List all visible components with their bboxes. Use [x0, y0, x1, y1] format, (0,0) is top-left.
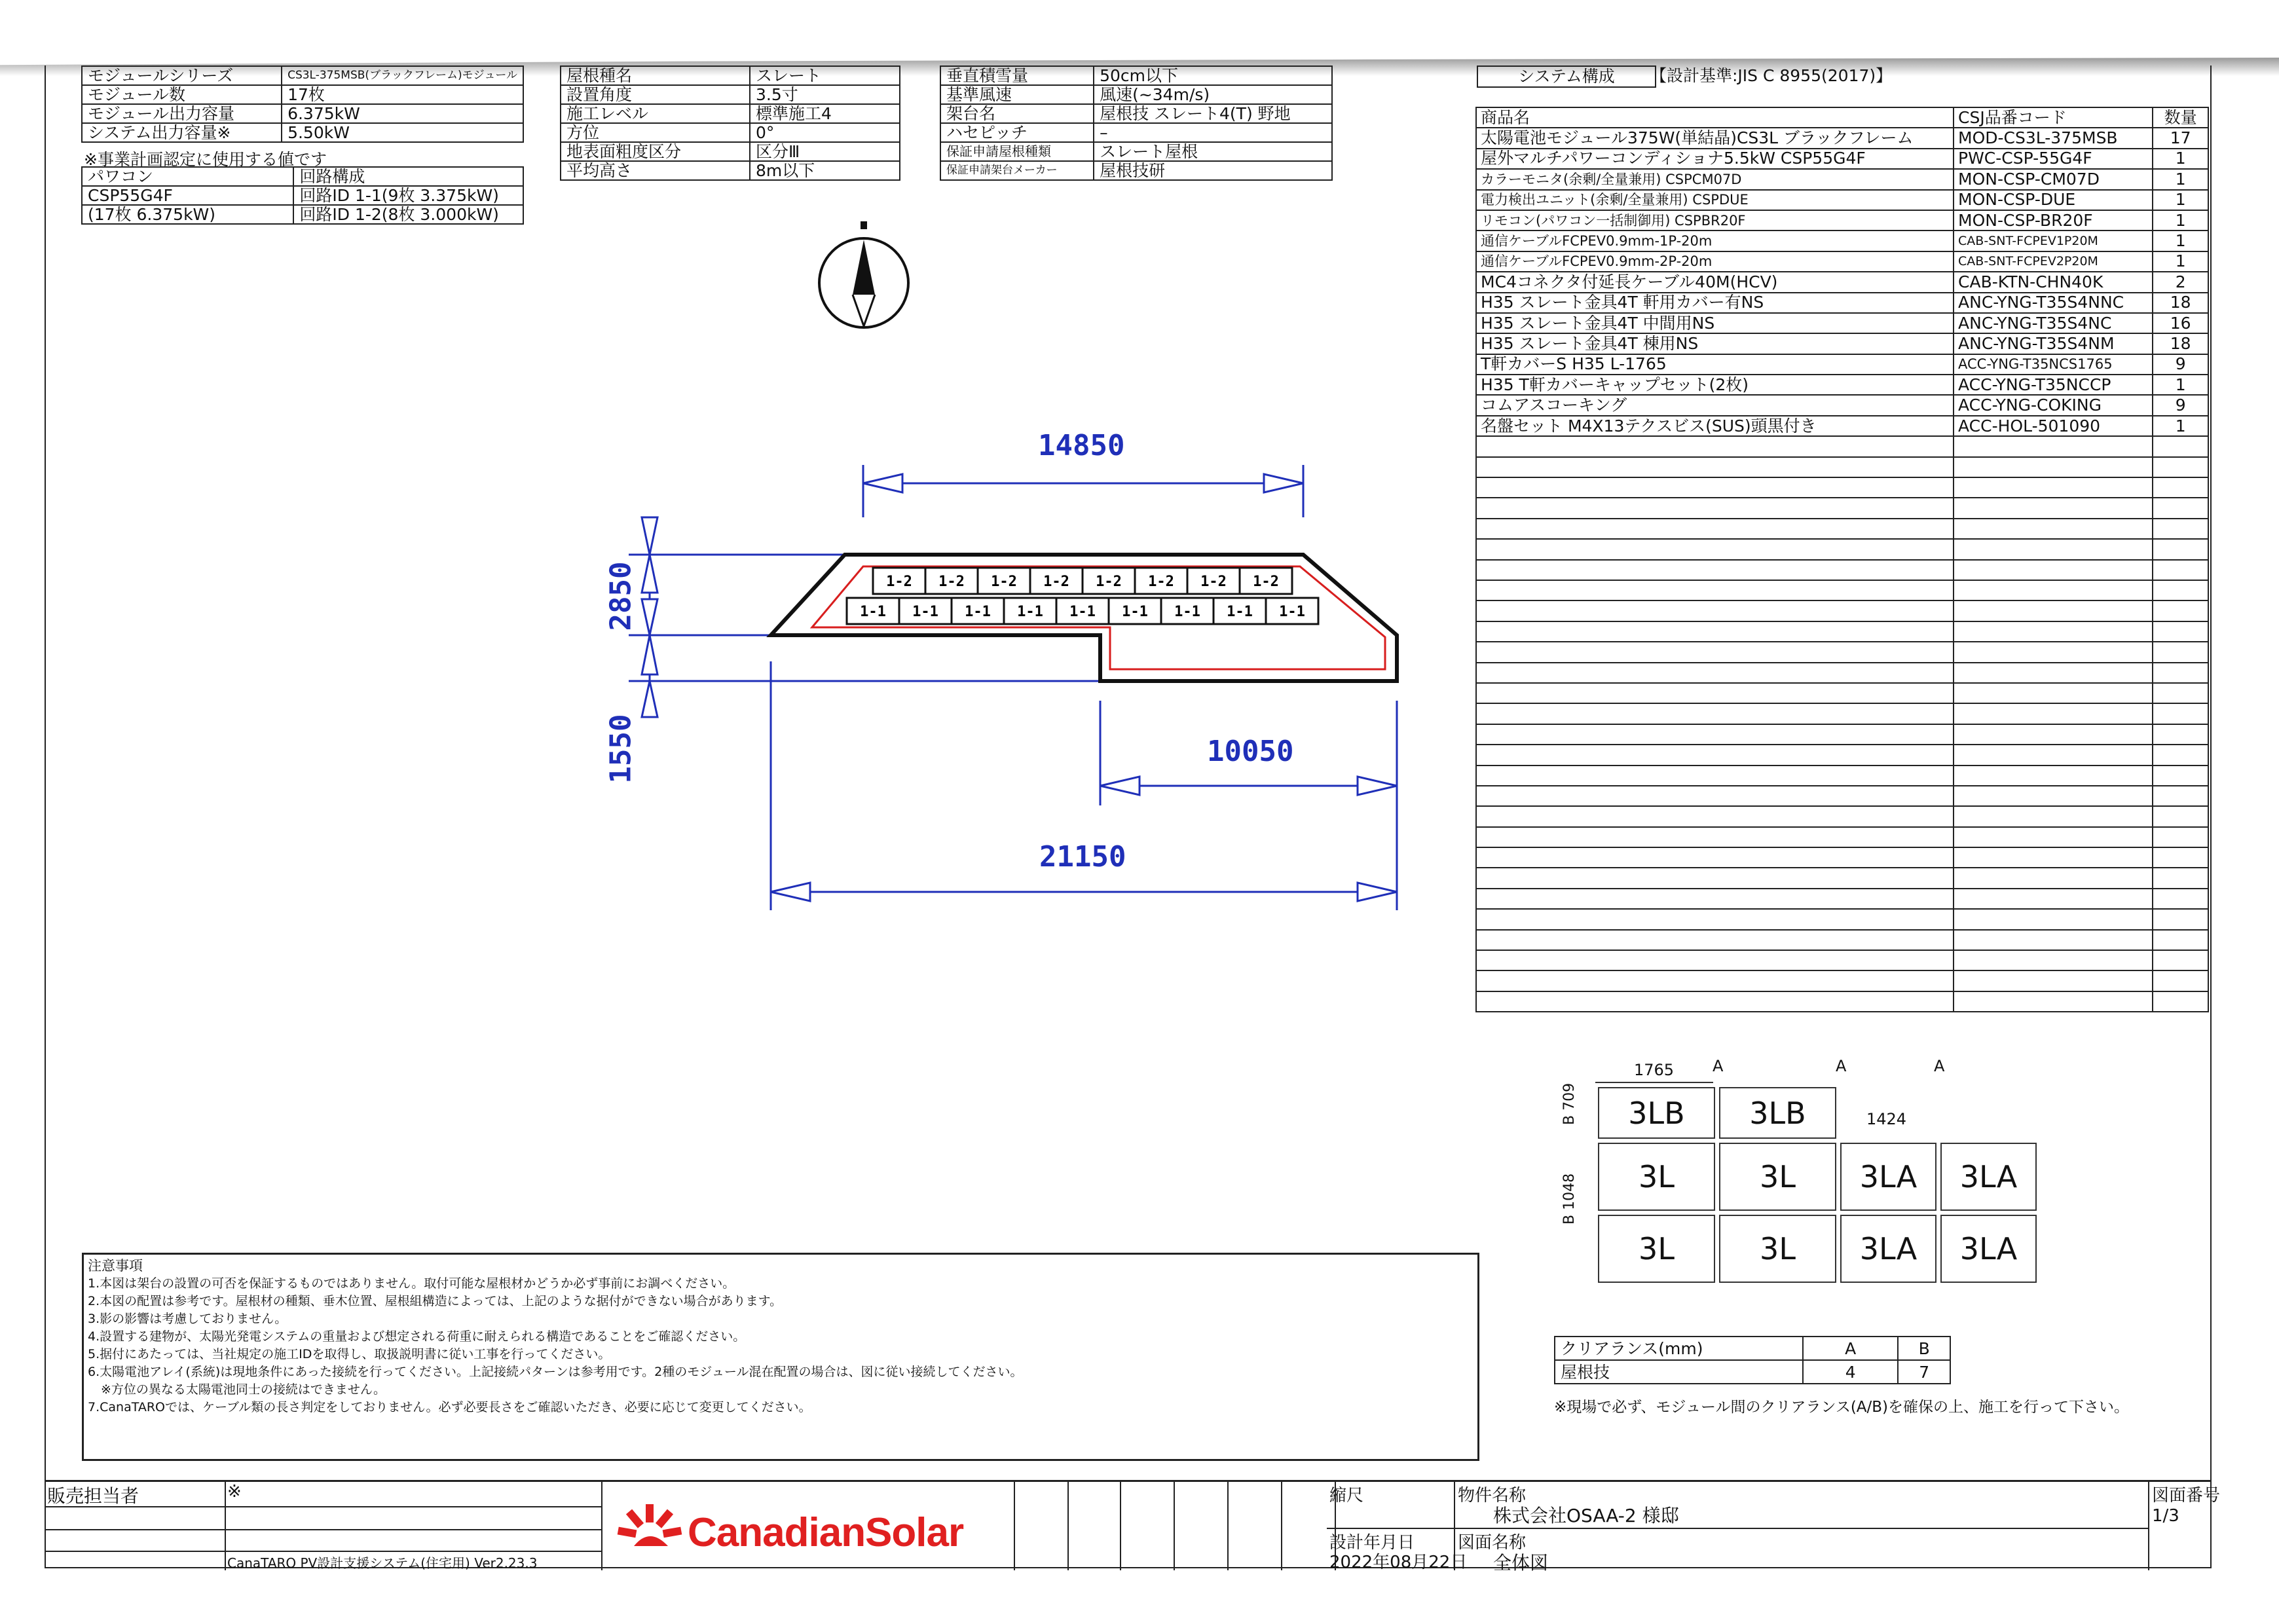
caution-line: 6.太陽電池アレイ(系統)は現地条件にあった接続を行ってください。上記接続パターンは参考用です。2種のモジュール混在配置の場合は、図に従い接続してください。: [88, 1365, 1023, 1379]
spec-value: 標準施工4: [750, 104, 900, 123]
part-code: ANC-YNG-T35S4NC: [1954, 313, 2153, 333]
part-code: ACC-YNG-T35NCS1765: [1954, 354, 2153, 375]
part-name: 太陽電池モジュール375W(単結晶)CS3L ブラックフレーム: [1476, 128, 1954, 148]
dim-total-label: 21150: [1039, 840, 1126, 874]
spec-label: 施工レベル: [561, 104, 750, 123]
part-qty: 1: [2153, 251, 2208, 272]
caution-line: 4.設置する建物が、太陽光発電システムの重量および想定される荷重に耐えられる構造であることをご確認ください。: [88, 1329, 746, 1344]
part-qty: 1: [2153, 190, 2208, 210]
pcs-header: パワコン: [82, 167, 293, 186]
marker-a: A: [1713, 1057, 1724, 1075]
module-cell: 3LB: [1598, 1087, 1715, 1139]
dim-h1-label: B 709: [1561, 1082, 1578, 1125]
drawing-border: [45, 65, 2221, 1568]
part-qty: 18: [2153, 333, 2208, 354]
roof-module-label: 1-1: [860, 604, 886, 620]
part-code: ACC-YNG-COKING: [1954, 395, 2153, 415]
sales-mark: ※: [227, 1482, 242, 1502]
part-code: CAB-KTN-CHN40K: [1954, 272, 2153, 292]
clearance-val-a: 4: [1803, 1360, 1898, 1384]
property-cell: [1454, 1482, 2149, 1574]
part-name: H35 スレート金具4T 中間用NS: [1476, 313, 1954, 333]
part-name: 通信ケーブルFCPEV0.9mm-1P-20m: [1476, 231, 1954, 251]
spec-value: スレート屋根: [1094, 142, 1332, 161]
spec-note: ※事業計画認定に使用する値です: [84, 150, 327, 169]
dim-height-label: 2850: [604, 561, 638, 631]
part-qty: 1: [2153, 416, 2208, 436]
dim-top-label: 14850: [1038, 429, 1125, 462]
dim-h2-label: B 1048: [1561, 1173, 1578, 1225]
drawing-value: 全体図: [1493, 1552, 1549, 1574]
spec-label: モジュールシリーズ: [82, 66, 282, 85]
part-name: H35 スレート金具4T 軒用カバー有NS: [1476, 293, 1954, 313]
spec-label: 地表面粗度区分: [561, 142, 750, 161]
spec-label: 垂直積雪量: [940, 66, 1094, 85]
spec-label: 設置角度: [561, 85, 750, 104]
part-name: 電力検出ユニット(余剰/全量兼用) CSPDUE: [1476, 190, 1954, 210]
caution-line: 1.本図は架台の設置の可否を保証するものではありません。取付可能な屋根材かどうか必ず事前にお調べください。: [88, 1276, 735, 1291]
system-title: システム構成: [1518, 67, 1615, 86]
blank-cell: [1175, 1482, 1229, 1570]
col-header-code: CSJ品番コード: [1954, 107, 2153, 128]
roof-module-label: 1-1: [912, 604, 938, 620]
module-cell: 3L: [1598, 1215, 1715, 1283]
caution-line: 3.影の影響は考慮しておりません。: [88, 1312, 287, 1326]
spec-value: 3.5寸: [750, 85, 900, 104]
module-cell: 3LA: [1940, 1143, 2037, 1211]
spec-value: スレート: [750, 66, 900, 85]
brand-name: CanadianSolar: [688, 1510, 964, 1555]
part-name: H35 T軒カバーキャップセット(2枚): [1476, 375, 1954, 395]
circuit-1: 回路ID 1-1(9枚 3.375kW): [293, 186, 523, 205]
spec-label: 方位: [561, 123, 750, 142]
part-code: PWC-CSP-55G4F: [1954, 149, 2153, 169]
spec-label: 保証申請屋根種類: [940, 142, 1094, 161]
clearance-header: クリアランス(mm): [1555, 1337, 1803, 1360]
part-name: カラーモニタ(余剰/全量兼用) CSPCM07D: [1476, 169, 1954, 189]
pcs-sub: (17枚 6.375kW): [82, 205, 293, 224]
roof-module-label: 1-1: [965, 604, 991, 620]
part-qty: 1: [2153, 375, 2208, 395]
spec-label: システム出力容量※: [82, 123, 282, 142]
clearance-note: ※現場で必ず、モジュール間のクリアランス(A/B)を確保の上、施工を行って下さい。: [1554, 1399, 2130, 1416]
date-value: 2022年08月22日: [1329, 1553, 1468, 1572]
module-cell: 3L: [1719, 1215, 1836, 1283]
part-name: H35 スレート金具4T 棟用NS: [1476, 333, 1954, 354]
module-cell: 3LA: [1840, 1215, 1936, 1283]
roof-module-label: 1-2: [1200, 574, 1227, 590]
part-code: ACC-HOL-501090: [1954, 416, 2153, 436]
dim-lower-label: 1550: [604, 714, 638, 784]
roof-module-label: 1-2: [886, 574, 912, 590]
part-name: MC4コネクタ付延長ケーブル40M(HCV): [1476, 272, 1954, 292]
roof-module-label: 1-1: [1069, 604, 1096, 620]
spec-label: 架台名: [940, 104, 1094, 123]
sales-detail-cell: [225, 1482, 602, 1570]
title-block: [45, 1480, 2221, 1574]
spec-label: 基準風速: [940, 85, 1094, 104]
sales-cell: [45, 1482, 226, 1570]
roof-module-label: 1-1: [1279, 604, 1305, 620]
roof-module-label: 1-1: [1174, 604, 1200, 620]
col-header-qty: 数量: [2153, 107, 2208, 128]
sheet-label: 図面番号: [2152, 1486, 2221, 1505]
part-qty: 1: [2153, 231, 2208, 251]
roof-module-label: 1-1: [1017, 604, 1043, 620]
part-name: 名盤セット M4X13テクスビス(SUS)頭黒付き: [1476, 416, 1954, 436]
sheet-value: 1/3: [2152, 1506, 2179, 1526]
part-qty: 9: [2153, 354, 2208, 375]
scale-label: 縮尺: [1329, 1486, 1364, 1505]
spec-label: ハセピッチ: [940, 123, 1094, 142]
spec-value: 17枚: [282, 85, 523, 104]
property-label: 物件名称: [1458, 1486, 1527, 1505]
spec-value: –: [1094, 123, 1332, 142]
property-value: 株式会社OSAA-2 様邸: [1493, 1505, 1679, 1526]
spec-value: 風速(~34m/s): [1094, 85, 1332, 104]
caution-line: 7.CanaTAROでは、ケーブル類の長さ判定をしておりません。必ず必要長さをご確認いただき、必要に応じて変更してください。: [88, 1400, 811, 1414]
part-code: MON-CSP-DUE: [1954, 190, 2153, 210]
part-code: ANC-YNG-T35S4NM: [1954, 333, 2153, 354]
clearance-col-a: A: [1803, 1337, 1898, 1360]
part-qty: 9: [2153, 395, 2208, 415]
part-qty: 16: [2153, 313, 2208, 333]
spec-value: 0°: [750, 123, 900, 142]
cautions-title: 注意事項: [88, 1258, 143, 1274]
spec-value: 区分Ⅲ: [750, 142, 900, 161]
roof-module-label: 1-2: [1043, 574, 1069, 590]
part-qty: 1: [2153, 149, 2208, 169]
dim-right-label: 10050: [1207, 735, 1294, 768]
module-cell: 3LA: [1840, 1143, 1936, 1211]
roof-module-label: 1-2: [938, 574, 965, 590]
module-cell: 3LA: [1940, 1215, 2037, 1283]
clearance-col-b: B: [1898, 1337, 1950, 1360]
col-header-name: 商品名: [1476, 107, 1954, 128]
caution-line: ※方位の異なる太陽電池同士の接続はできません。: [101, 1382, 386, 1397]
dim-width-label: 1765: [1634, 1061, 1675, 1079]
part-qty: 1: [2153, 210, 2208, 231]
software-version: CanaTARO PV設計支援システム(住宅用) Ver2.23.3: [227, 1555, 538, 1571]
marker-a: A: [1934, 1057, 1945, 1075]
roof-module-label: 1-2: [991, 574, 1017, 590]
circuit-2: 回路ID 1-2(8枚 3.000kW): [293, 205, 523, 224]
spec-label: モジュール出力容量: [82, 104, 282, 123]
sheet-cell: [2148, 1482, 2221, 1570]
part-qty: 17: [2153, 128, 2208, 148]
spec-label: 屋根種名: [561, 66, 750, 85]
spec-value: 5.50kW: [282, 123, 523, 142]
part-name: 通信ケーブルFCPEV0.9mm-2P-20m: [1476, 251, 1954, 272]
blank-cell: [1121, 1482, 1175, 1570]
part-code: CAB-SNT-FCPEV1P20M: [1954, 231, 2153, 251]
spec-value: 屋根技研: [1094, 161, 1332, 180]
clearance-row-label: 屋根技: [1555, 1360, 1803, 1384]
blank-cell: [1229, 1482, 1282, 1570]
circuit-header: 回路構成: [293, 167, 523, 186]
roof-module-label: 1-2: [1148, 574, 1174, 590]
part-qty: 1: [2153, 169, 2208, 189]
module-cell: 3L: [1598, 1143, 1715, 1211]
part-code: MON-CSP-CM07D: [1954, 169, 2153, 189]
pcs-model: CSP55G4F: [82, 186, 293, 205]
module-cell: 3L: [1719, 1143, 1836, 1211]
drawing-label: 図面名称: [1458, 1533, 1527, 1553]
part-code: ANC-YNG-T35S4NNC: [1954, 293, 2153, 313]
part-name: コムアスコーキング: [1476, 395, 1954, 415]
brand-logo: [614, 1495, 1060, 1560]
sun-logo-icon: [614, 1500, 686, 1559]
caution-line: 5.据付にあたっては、当社規定の施工IDを取得し、取扱説明書に従い工事を行ってください。: [88, 1347, 611, 1361]
part-qty: 2: [2153, 272, 2208, 292]
date-label: 設計年月日: [1329, 1533, 1415, 1553]
caution-line: 2.本図の配置は参考です。屋根材の種類、垂木位置、屋根組構造によっては、上記のような据付ができない場合があります。: [88, 1294, 783, 1308]
spec-value: 8m以下: [750, 161, 900, 180]
clearance-val-b: 7: [1898, 1360, 1950, 1384]
system-standard: 【設計基準:JIS C 8955(2017)】: [1650, 66, 1893, 85]
spec-value: CS3L-375MSB(ブラックフレーム)モジュール: [282, 66, 523, 85]
roof-module-label: 1-2: [1253, 574, 1279, 590]
roof-module-label: 1-1: [1122, 604, 1148, 620]
spec-label: モジュール数: [82, 85, 282, 104]
sales-label: 販売担当者: [47, 1485, 139, 1507]
part-qty: 18: [2153, 293, 2208, 313]
spec-value: 6.375kW: [282, 104, 523, 123]
spec-value: 屋根技 スレート4(T) 野地: [1094, 104, 1332, 123]
dim-width2-label: 1424: [1866, 1110, 1907, 1128]
spec-value: 50cm以下: [1094, 66, 1332, 85]
marker-a: A: [1836, 1057, 1847, 1075]
blank-cell: [1014, 1482, 1069, 1570]
spec-label: 平均高さ: [561, 161, 750, 180]
blank-cell: [1067, 1482, 1121, 1570]
scale-date-cell: [1327, 1482, 1468, 1572]
spec-label: 保証申請架台メーカー: [940, 161, 1094, 180]
roof-module-label: 1-1: [1227, 604, 1253, 620]
part-name: 屋外マルチパワーコンディショナ5.5kW CSP55G4F: [1476, 149, 1954, 169]
module-cell: 3LB: [1719, 1087, 1836, 1139]
part-code: ACC-YNG-T35NCCP: [1954, 375, 2153, 395]
part-code: CAB-SNT-FCPEV2P20M: [1954, 251, 2153, 272]
roof-module-label: 1-2: [1096, 574, 1122, 590]
part-name: T軒カバーS H35 L-1765: [1476, 354, 1954, 375]
part-code: MOD-CS3L-375MSB: [1954, 128, 2153, 148]
part-code: MON-CSP-BR20F: [1954, 210, 2153, 231]
part-name: リモコン(パワコン一括制御用) CSPBR20F: [1476, 210, 1954, 231]
